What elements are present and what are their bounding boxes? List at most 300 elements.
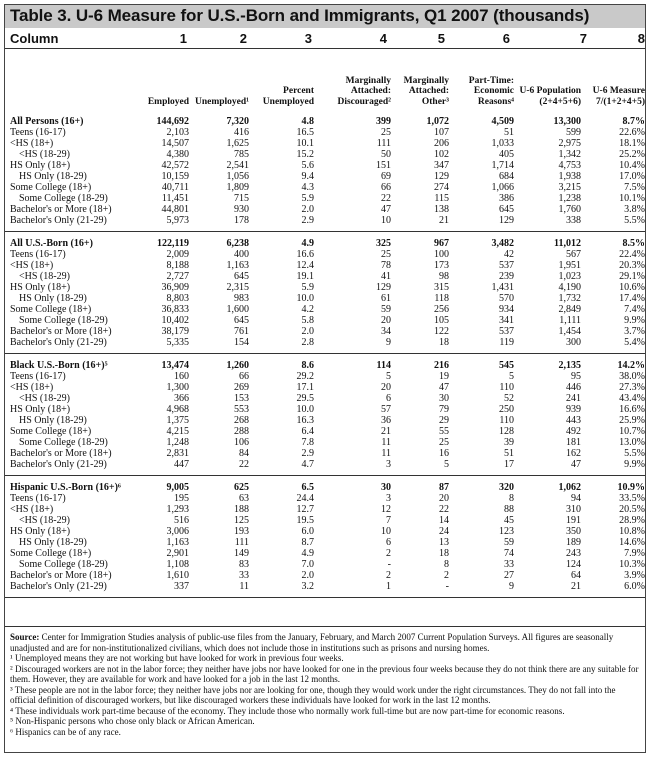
table-cell: 50 <box>381 149 391 160</box>
table-cell: 10.0 <box>296 404 314 415</box>
table-cell: 5.9 <box>301 282 314 293</box>
table-cell: 269 <box>234 382 249 393</box>
table-cell: 537 <box>499 326 514 337</box>
table-cell: 36 <box>381 415 391 426</box>
table-row <box>5 160 645 171</box>
table-cell: 1,760 <box>558 204 581 215</box>
table-cell: 1,056 <box>226 171 249 182</box>
table-row <box>5 548 645 559</box>
spacer-cell <box>5 475 645 482</box>
table-cell: 14 <box>439 515 449 526</box>
table-cell: 645 <box>234 271 249 282</box>
table-cell: 8 <box>509 493 514 504</box>
row-label: <HS (18+) <box>10 504 54 515</box>
table-cell: 1,809 <box>226 182 249 193</box>
table-cell: 684 <box>499 171 514 182</box>
table-cell: 30 <box>439 393 449 404</box>
table-row <box>5 193 645 204</box>
table-cell: 13,474 <box>161 360 189 371</box>
table-cell: 10.6% <box>619 282 645 293</box>
row-label: HS Only (18+) <box>10 526 71 537</box>
table-cell: 9 <box>386 337 391 348</box>
table-cell: 10 <box>381 215 391 226</box>
table-cell: 59 <box>381 304 391 315</box>
table-cell: 1 <box>386 581 391 592</box>
table-cell: 1,260 <box>226 360 249 371</box>
table-cell: 386 <box>499 193 514 204</box>
table-cell: 17.0% <box>619 171 645 182</box>
table-cell: 42,572 <box>161 160 189 171</box>
table-cell: 83 <box>239 559 249 570</box>
table-cell: 5.9 <box>301 193 314 204</box>
row-label: HS Only (18+) <box>10 404 71 415</box>
table-cell: 5 <box>444 459 449 470</box>
table-cell: 11 <box>239 581 249 592</box>
table-cell: 243 <box>566 548 581 559</box>
table-cell: 9,005 <box>166 482 189 493</box>
table-cell: 4,753 <box>558 160 581 171</box>
table-cell: 1,600 <box>226 304 249 315</box>
table-row <box>5 415 645 426</box>
table-cell: 5.8 <box>301 315 314 326</box>
table-cell: 3,006 <box>166 526 189 537</box>
table-cell: 87 <box>439 482 449 493</box>
table-cell: 36,833 <box>161 304 189 315</box>
table-cell: 124 <box>566 559 581 570</box>
table-cell: 95 <box>571 371 581 382</box>
table-cell: 115 <box>434 193 449 204</box>
table-cell: 553 <box>234 404 249 415</box>
table-cell: 144,692 <box>156 116 189 127</box>
table-cell: 181 <box>566 437 581 448</box>
table-cell: 14.2% <box>617 360 645 371</box>
table-cell: 1,238 <box>558 193 581 204</box>
table-cell: 7.8 <box>301 437 314 448</box>
table-cell: 2 <box>386 570 391 581</box>
table-cell: 7.5% <box>624 182 645 193</box>
table-cell: 9.4 <box>301 171 314 182</box>
table-cell: 939 <box>566 404 581 415</box>
table-cell: 69 <box>381 171 391 182</box>
table-row <box>5 371 645 382</box>
table-cell: 52 <box>504 393 514 404</box>
table-cell: 94 <box>571 493 581 504</box>
header-row <box>5 49 645 109</box>
table-cell: 8.7% <box>622 116 645 127</box>
table-cell: 537 <box>499 260 514 271</box>
row-label: Bachelor's or More (18+) <box>10 204 112 215</box>
table-cell: 7.4% <box>624 304 645 315</box>
table-cell: 338 <box>566 215 581 226</box>
table-cell: 43.4% <box>619 393 645 404</box>
table-row <box>5 426 645 437</box>
table-cell: 107 <box>434 127 449 138</box>
table-cell: 119 <box>499 337 514 348</box>
table-title: Table 3. U-6 Measure for U.S.-Born and Immigrants, Q1 2007 (thousands) <box>5 5 645 28</box>
row-label: <HS (18-29) <box>19 149 70 160</box>
table-cell: 7,320 <box>226 116 249 127</box>
table-cell: 22.6% <box>619 127 645 138</box>
table-row <box>5 204 645 215</box>
column-number-1: 1 <box>179 31 187 46</box>
table-cell: 347 <box>434 160 449 171</box>
table-cell: 11,451 <box>161 193 189 204</box>
table-cell: 21 <box>381 426 391 437</box>
row-label: Bachelor's Only (21-29) <box>10 459 107 470</box>
table-cell: 2,135 <box>558 360 581 371</box>
table-cell: 7.9% <box>624 548 645 559</box>
table-cell: 5.5% <box>624 215 645 226</box>
table-cell: 5.4% <box>624 337 645 348</box>
row-label: <HS (18+) <box>10 138 54 149</box>
table-cell: 22.4% <box>619 249 645 260</box>
table-cell: 625 <box>234 482 249 493</box>
column-number-6: 6 <box>502 31 510 46</box>
table-cell: 4,509 <box>491 116 514 127</box>
table-cell: 16.3 <box>296 415 314 426</box>
table-cell: 6.0% <box>624 581 645 592</box>
table-cell: 5.6 <box>301 160 314 171</box>
header-u6-measure: U-6 Measure 7/(1+2+4+5) <box>592 86 645 107</box>
table-cell: 337 <box>174 581 189 592</box>
table-cell: 4.9 <box>301 548 314 559</box>
table-cell: 4.3 <box>301 182 314 193</box>
table-row <box>5 404 645 415</box>
table-cell: 16.5 <box>296 127 314 138</box>
table-row <box>5 293 645 304</box>
table-cell: 160 <box>174 371 189 382</box>
table-row <box>5 238 645 249</box>
table-cell: 173 <box>434 260 449 271</box>
source-note <box>10 632 640 653</box>
table-cell: 39 <box>504 437 514 448</box>
table-cell: 193 <box>234 526 249 537</box>
row-label: All Persons (16+) <box>10 116 84 127</box>
table-cell: 129 <box>376 282 391 293</box>
row-label: Black U.S.-Born (16+)⁵ <box>10 360 108 371</box>
table-cell: 11 <box>381 437 391 448</box>
table-cell: 8.7 <box>301 537 314 548</box>
column-number-8: 8 <box>637 31 645 46</box>
table-cell: 1,431 <box>491 282 514 293</box>
table-cell: 18.1% <box>619 138 645 149</box>
table-cell: 74 <box>504 548 514 559</box>
table-cell: 16.6 <box>296 249 314 260</box>
table-cell: 66 <box>239 371 249 382</box>
table-cell: 55 <box>439 426 449 437</box>
header-u6-population: U-6 Population (2+4+5+6) <box>519 86 581 107</box>
table-cell: 10.4% <box>619 160 645 171</box>
table-cell: 3.8% <box>624 204 645 215</box>
table-cell: 51 <box>504 448 514 459</box>
divider-cell <box>5 592 645 597</box>
footnote: ³ These people are not in the labor force; they neither have jobs nor are looking for one, though they would work under the right circumstances. They do not fall into the official definition of discouraged workers, but like discouraged workers these individuals have looked for work in the last 12 months. <box>10 684 616 705</box>
table-cell: 154 <box>234 337 249 348</box>
table-cell: 325 <box>376 238 391 249</box>
table-cell: 1,111 <box>559 315 581 326</box>
table-cell: 930 <box>234 204 249 215</box>
table-cell: 10.1% <box>619 193 645 204</box>
row-label: HS Only (18+) <box>10 282 71 293</box>
header-marginally-other: Marginally Attached: Other³ <box>403 75 449 107</box>
table-cell: 38.0% <box>619 371 645 382</box>
table-cell: 88 <box>504 504 514 515</box>
table-cell: 189 <box>566 537 581 548</box>
table-cell: 29.5 <box>296 393 314 404</box>
table-row <box>5 304 645 315</box>
table-cell: 13,300 <box>553 116 581 127</box>
table-cell: 9.9% <box>624 315 645 326</box>
row-label: Bachelor's Only (21-29) <box>10 581 107 592</box>
table-cell: 17.4% <box>619 293 645 304</box>
table-cell: 12 <box>381 504 391 515</box>
table-cell: 4,380 <box>166 149 189 160</box>
table-cell: 20 <box>439 493 449 504</box>
table-cell: 84 <box>239 448 249 459</box>
row-label: Some College (18+) <box>10 304 92 315</box>
table-row <box>5 448 645 459</box>
table-row <box>5 127 645 138</box>
table-cell: 123 <box>499 526 514 537</box>
table-cell: 61 <box>381 293 391 304</box>
table-cell: 10.0 <box>296 293 314 304</box>
table-cell: 1,938 <box>558 171 581 182</box>
footnote: ² Discouraged workers are not in the labor force; they neither have jobs nor have looked for one in the previous four weeks because they do not think there are any suitable for them. However, they are available for work and have looked for a job in the last 12 months. <box>10 663 639 684</box>
table-cell: 3.2 <box>301 581 314 592</box>
column-number-2: 2 <box>239 31 247 46</box>
table-cell: 8.6 <box>301 360 314 371</box>
table-cell: 1,625 <box>226 138 249 149</box>
table-row <box>5 459 645 470</box>
table-cell: 1,714 <box>491 160 514 171</box>
row-label: HS Only (18-29) <box>19 293 87 304</box>
footnote: ¹ Unemployed means they are not working but have looked for work in previous four weeks. <box>10 653 344 663</box>
row-label: HS Only (18-29) <box>19 415 87 426</box>
table-cell: 1,293 <box>166 504 189 515</box>
footnote: ⁵ Non-Hispanic persons who chose only black or African American. <box>10 716 255 726</box>
table-frame <box>4 4 646 753</box>
table-cell: 79 <box>439 404 449 415</box>
table-cell: 24.4 <box>296 493 314 504</box>
table-cell: 25 <box>381 127 391 138</box>
table-cell: 5,973 <box>166 215 189 226</box>
row-label: HS Only (18-29) <box>19 537 87 548</box>
section-spacer <box>5 475 645 482</box>
row-label: Some College (18+) <box>10 548 92 559</box>
table-cell: 645 <box>499 204 514 215</box>
table-cell: 1,300 <box>166 382 189 393</box>
table-cell: 10.7% <box>619 426 645 437</box>
header-discouraged: Marginally Attached: Discouraged² <box>337 75 391 107</box>
table-cell: 2.0 <box>301 570 314 581</box>
table-cell: 10.9% <box>617 482 645 493</box>
table-cell: 2 <box>444 570 449 581</box>
table-cell: 66 <box>381 182 391 193</box>
table-cell: 33.5% <box>619 493 645 504</box>
table-cell: 138 <box>434 204 449 215</box>
table-row <box>5 337 645 348</box>
section-spacer <box>5 353 645 360</box>
table-cell: 545 <box>499 360 514 371</box>
table-cell: 17 <box>504 459 514 470</box>
table-cell: 11 <box>381 448 391 459</box>
row-label: Hispanic U.S.-Born (16+)⁶ <box>10 482 121 493</box>
table-cell: 33 <box>239 570 249 581</box>
table-row <box>5 282 645 293</box>
table-cell: 22 <box>381 193 391 204</box>
table-cell: 416 <box>234 127 249 138</box>
table-cell: 2 <box>386 548 391 559</box>
table-cell: 110 <box>499 382 514 393</box>
table-cell: 310 <box>566 504 581 515</box>
table-cell: 8,188 <box>166 260 189 271</box>
table-cell: 122,119 <box>157 238 189 249</box>
table-cell: 14.6% <box>619 537 645 548</box>
table-row <box>5 559 645 570</box>
table-cell: 10.8% <box>619 526 645 537</box>
table-cell: 8 <box>444 559 449 570</box>
table-cell: 36,909 <box>161 282 189 293</box>
table-cell: 2.8 <box>301 337 314 348</box>
table-cell: 320 <box>499 482 514 493</box>
table-cell: 105 <box>434 315 449 326</box>
table-row <box>5 149 645 160</box>
table-cell: 24 <box>439 526 449 537</box>
row-label: Bachelor's or More (18+) <box>10 570 112 581</box>
table-cell: 153 <box>234 393 249 404</box>
table-cell: 2,541 <box>226 160 249 171</box>
table-cell: 100 <box>434 249 449 260</box>
table-notes <box>5 626 645 737</box>
table-cell: 516 <box>174 515 189 526</box>
table-cell: 2,831 <box>166 448 189 459</box>
table-cell: 2.0 <box>301 326 314 337</box>
table-cell: 162 <box>566 448 581 459</box>
table-cell: 4.8 <box>301 116 314 127</box>
table-cell: 216 <box>434 360 449 371</box>
row-label: <HS (18-29) <box>19 393 70 404</box>
table-cell: 8.5% <box>622 238 645 249</box>
table-cell: 151 <box>376 160 391 171</box>
table-cell: 206 <box>434 138 449 149</box>
table-cell: 25.2% <box>619 149 645 160</box>
source-label: Source: <box>10 632 40 642</box>
table-cell: 3 <box>386 493 391 504</box>
row-label: <HS (18-29) <box>19 271 70 282</box>
table-cell: 274 <box>434 182 449 193</box>
table-row <box>5 116 645 127</box>
table-cell: 645 <box>234 315 249 326</box>
table-cell: 1,610 <box>166 570 189 581</box>
table-cell: 10,402 <box>161 315 189 326</box>
table-cell: 1,951 <box>558 260 581 271</box>
table-cell: 1,163 <box>166 537 189 548</box>
table-row <box>5 515 645 526</box>
table-cell: 42 <box>504 249 514 260</box>
table-cell: 366 <box>174 393 189 404</box>
table-cell: 21 <box>439 215 449 226</box>
table-cell: 1,732 <box>558 293 581 304</box>
table-cell: 2,009 <box>166 249 189 260</box>
table-cell: 399 <box>376 116 391 127</box>
row-label: Teens (16-17) <box>10 249 66 260</box>
table-cell: 106 <box>234 437 249 448</box>
table-cell: 10.1 <box>296 138 314 149</box>
table-cell: 11,012 <box>554 238 581 249</box>
table-cell: 256 <box>434 304 449 315</box>
table-cell: 195 <box>174 493 189 504</box>
row-label: Teens (16-17) <box>10 371 66 382</box>
column-number-row <box>5 28 645 49</box>
row-label: Some College (18-29) <box>19 437 108 448</box>
table-cell: 2.9 <box>301 448 314 459</box>
row-label: Some College (18+) <box>10 182 92 193</box>
table-row <box>5 315 645 326</box>
table-cell: 967 <box>434 238 449 249</box>
table-cell: 300 <box>566 337 581 348</box>
table-cell: 570 <box>499 293 514 304</box>
table-row <box>5 493 645 504</box>
table-cell: 4.9 <box>301 238 314 249</box>
table-cell: 1,108 <box>166 559 189 570</box>
table-cell: 1,072 <box>426 116 449 127</box>
table-cell: 447 <box>174 459 189 470</box>
table-cell: 19 <box>439 371 449 382</box>
spacer-cell <box>5 109 645 116</box>
table-cell: 492 <box>566 426 581 437</box>
table-cell: 3 <box>386 459 391 470</box>
table-cell: 7.0 <box>301 559 314 570</box>
table-cell: 1,066 <box>491 182 514 193</box>
table-cell: 129 <box>434 171 449 182</box>
row-label: Bachelor's Only (21-29) <box>10 215 107 226</box>
table-cell: 341 <box>499 315 514 326</box>
row-label: Some College (18+) <box>10 426 92 437</box>
table-cell: 9 <box>509 581 514 592</box>
table-cell: 59 <box>504 537 514 548</box>
table-cell: 715 <box>234 193 249 204</box>
table-cell: 2,975 <box>558 138 581 149</box>
table-cell: 20.5% <box>619 504 645 515</box>
table-row <box>5 271 645 282</box>
table-cell: 40,711 <box>161 182 189 193</box>
table-cell: 98 <box>439 271 449 282</box>
table-cell: 102 <box>434 149 449 160</box>
table-cell: 114 <box>376 360 391 371</box>
row-label: <HS (18+) <box>10 260 54 271</box>
table-cell: 567 <box>566 249 581 260</box>
table-cell: 110 <box>499 415 514 426</box>
table-cell: 111 <box>376 138 391 149</box>
table-cell: 288 <box>234 426 249 437</box>
footnote: ⁶ Hispanics can be of any race. <box>10 726 121 737</box>
table-cell: 16.6% <box>619 404 645 415</box>
table-cell: 22 <box>439 504 449 515</box>
table-cell: 1,375 <box>166 415 189 426</box>
table-cell: 21 <box>571 581 581 592</box>
table-row <box>5 504 645 515</box>
table-cell: 1,163 <box>226 260 249 271</box>
table-cell: 3,482 <box>491 238 514 249</box>
table-cell: 38,179 <box>161 326 189 337</box>
table-cell: 5.5% <box>624 448 645 459</box>
spacer-cell <box>5 231 645 238</box>
table-cell: 1,023 <box>558 271 581 282</box>
table-row <box>5 437 645 448</box>
table-cell: 268 <box>234 415 249 426</box>
table-cell: 241 <box>566 393 581 404</box>
table-cell: 250 <box>499 404 514 415</box>
